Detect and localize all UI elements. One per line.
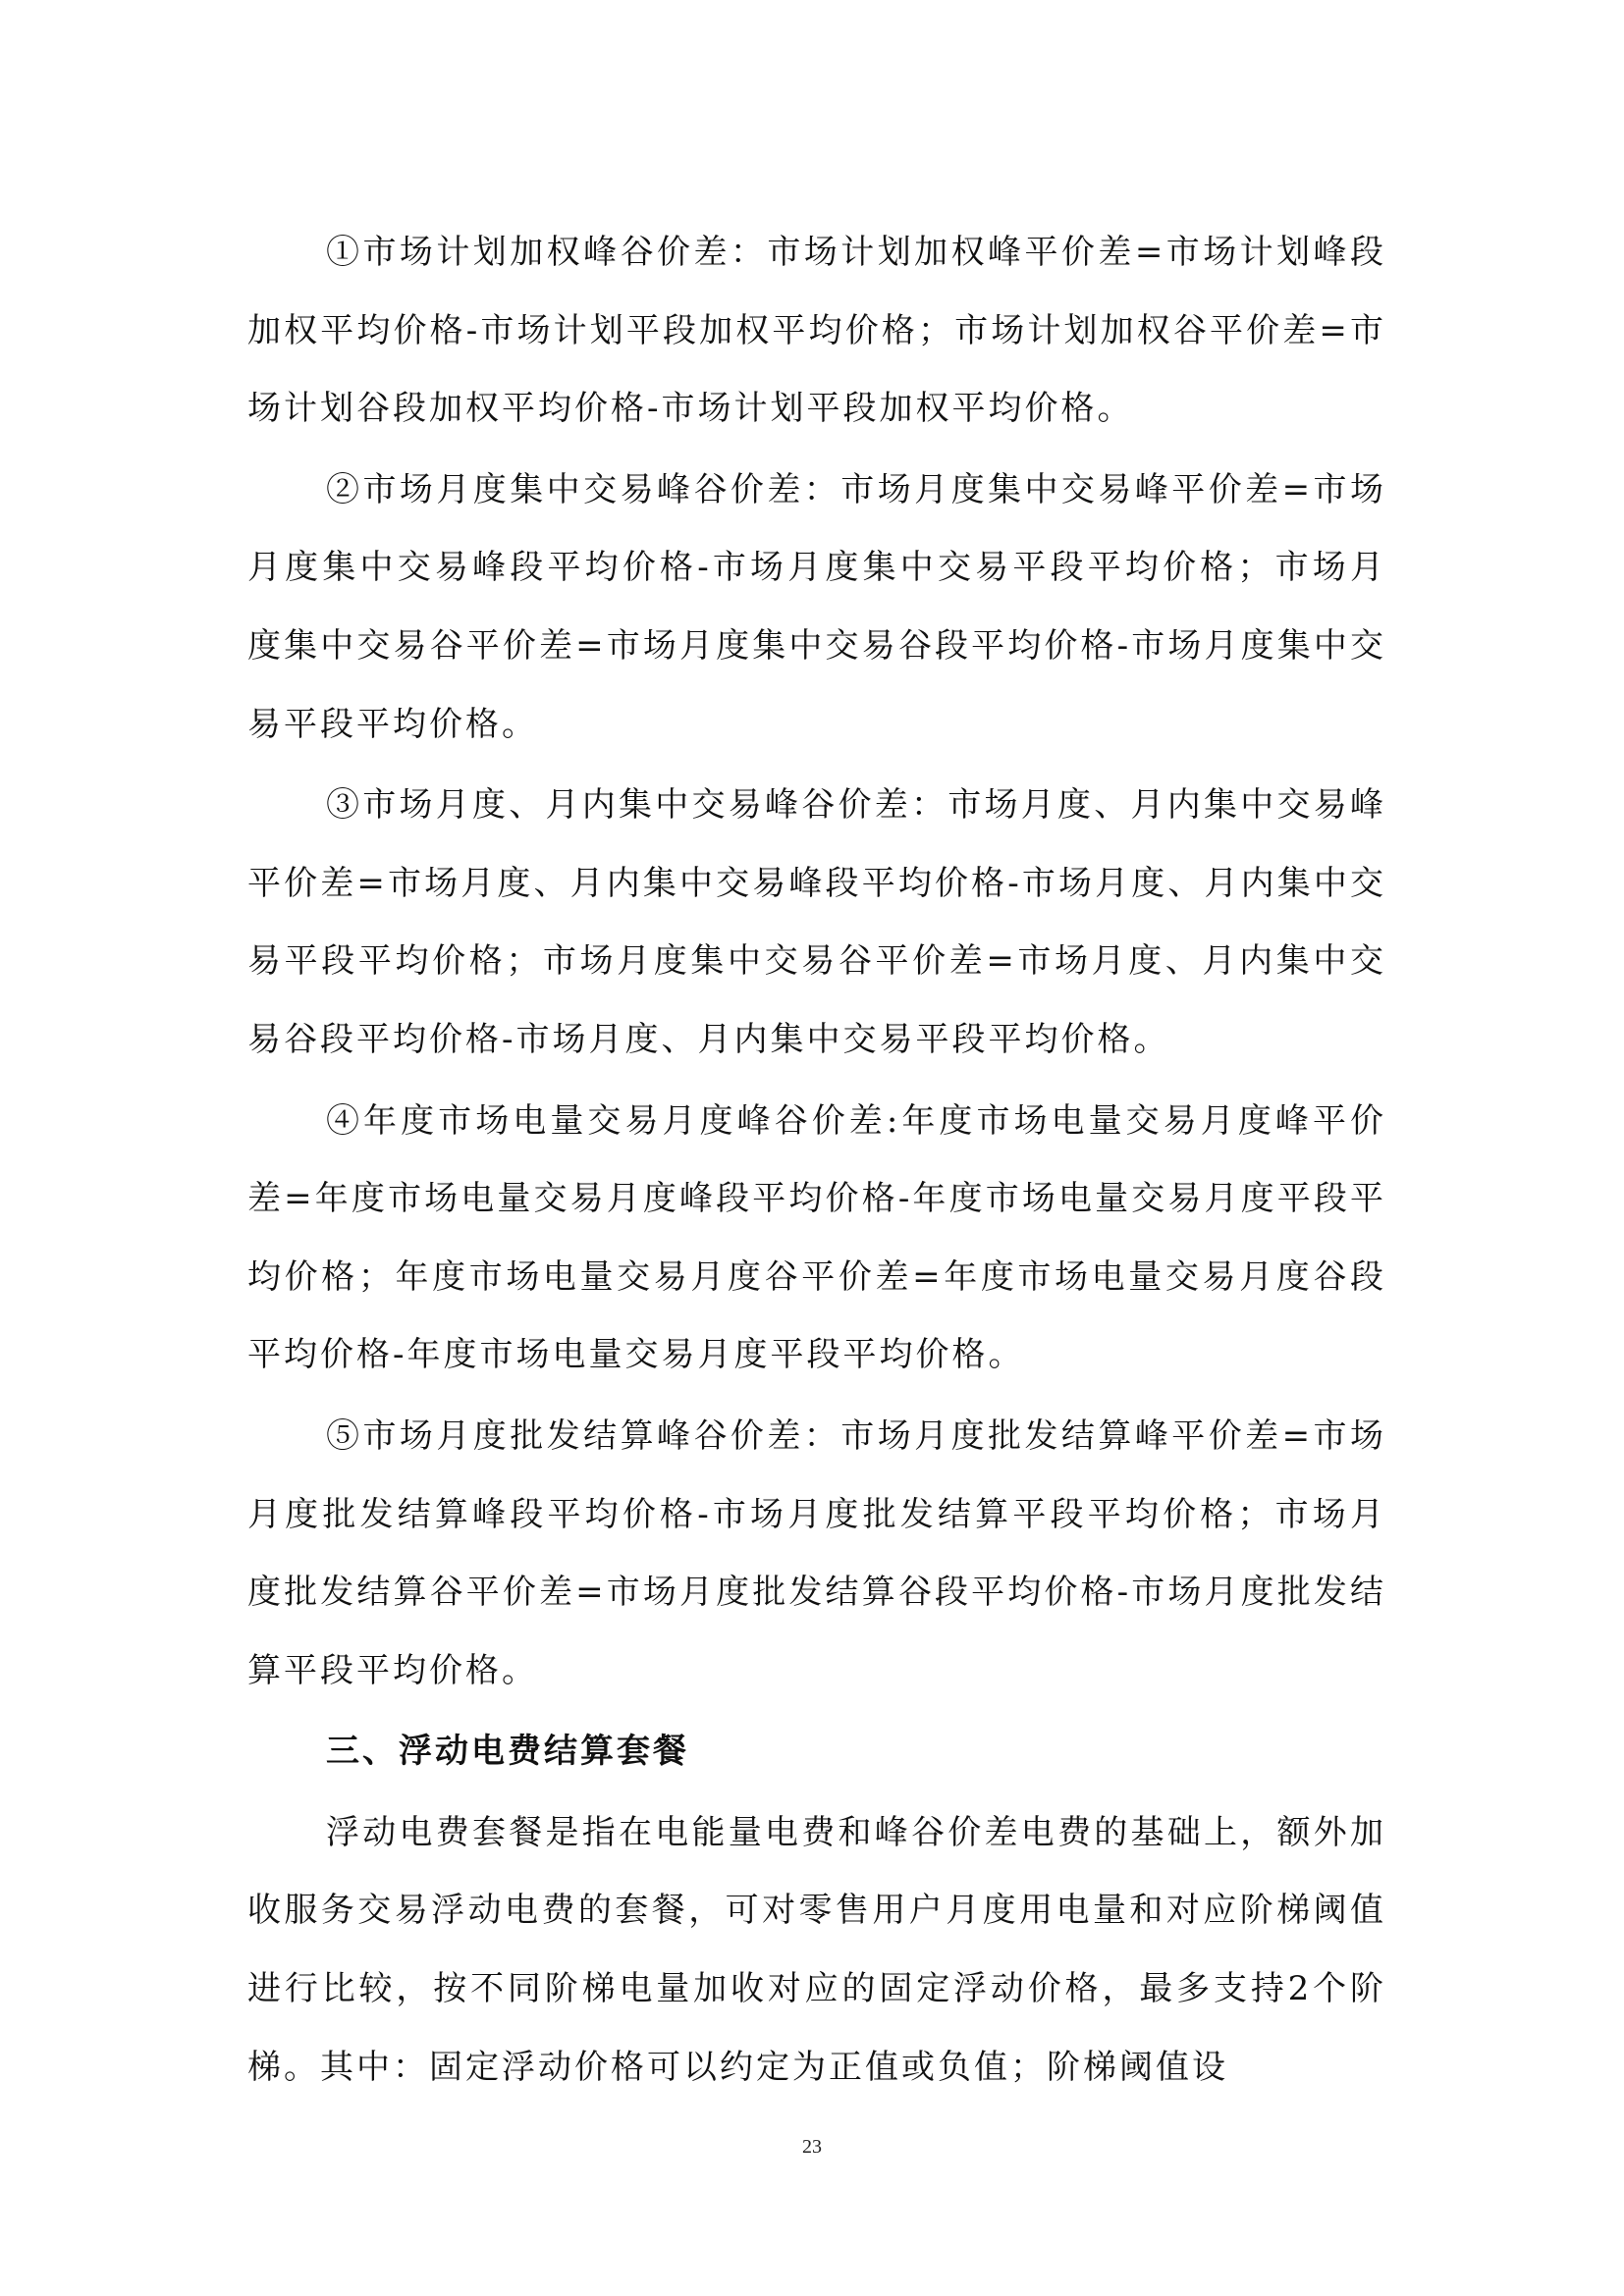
page-number: 23 (802, 2136, 822, 2158)
paragraph-monthly-centralized-spread: ②市场月度集中交易峰谷价差：市场月度集中交易峰平价差=市场月度集中交易峰段平均价格-市场月度集中交易平段平均价格；市场月度集中交易谷平价差=市场月度集中交易谷段平均价格-市场月度集中交易平段平均价格。 (247, 469, 1386, 744)
paragraph-monthly-wholesale-spread: ⑤市场月度批发结算峰谷价差：市场月度批发结算峰平价差=市场月度批发结算峰段平均价格-市场月度批发结算平段平均价格；市场月度批发结算谷平价差=市场月度批发结算谷段平均价格-市场月度批发结算平段平均价格。 (247, 1415, 1386, 1690)
section-heading: 三、浮动电费结算套餐 (326, 1732, 689, 1772)
paragraph-floating-fee-package: 浮动电费套餐是指在电能量电费和峰谷价差电费的基础上，额外加收服务交易浮动电费的套餐，可对零售用户月度用电量和对应阶梯阈值进行比较，按不同阶梯电量加收对应的固定浮动价格，最多支持2个阶梯。其中：固定浮动价格可以约定为正值或负值；阶梯阈值设 (247, 1812, 1386, 2087)
paragraph-market-plan-weighted-spread: ①市场计划加权峰谷价差：市场计划加权峰平价差=市场计划峰段加权平均价格-市场计划平段加权平均价格；市场计划加权谷平价差=市场计划谷段加权平均价格-市场计划平段加权平均价格。 (247, 233, 1386, 429)
page-content (247, 214, 1386, 2109)
paragraph-monthly-intramonth-spread: ③市场月度、月内集中交易峰谷价差：市场月度、月内集中交易峰平价差=市场月度、月内集中交易峰段平均价格-市场月度、月内集中交易平段平均价格；市场月度集中交易谷平价差=市场月度、月内集中交易谷段平均价格-市场月度、月内集中交易平段平均价格。 (247, 785, 1386, 1059)
paragraph-annual-energy-monthly-spread: ④年度市场电量交易月度峰谷价差:年度市场电量交易月度峰平价差=年度市场电量交易月度峰段平均价格-年度市场电量交易月度平段平均价格；年度市场电量交易月度谷平价差=年度市场电量交易月度谷段平均价格-年度市场电量交易月度平段平均价格。 (247, 1100, 1386, 1375)
